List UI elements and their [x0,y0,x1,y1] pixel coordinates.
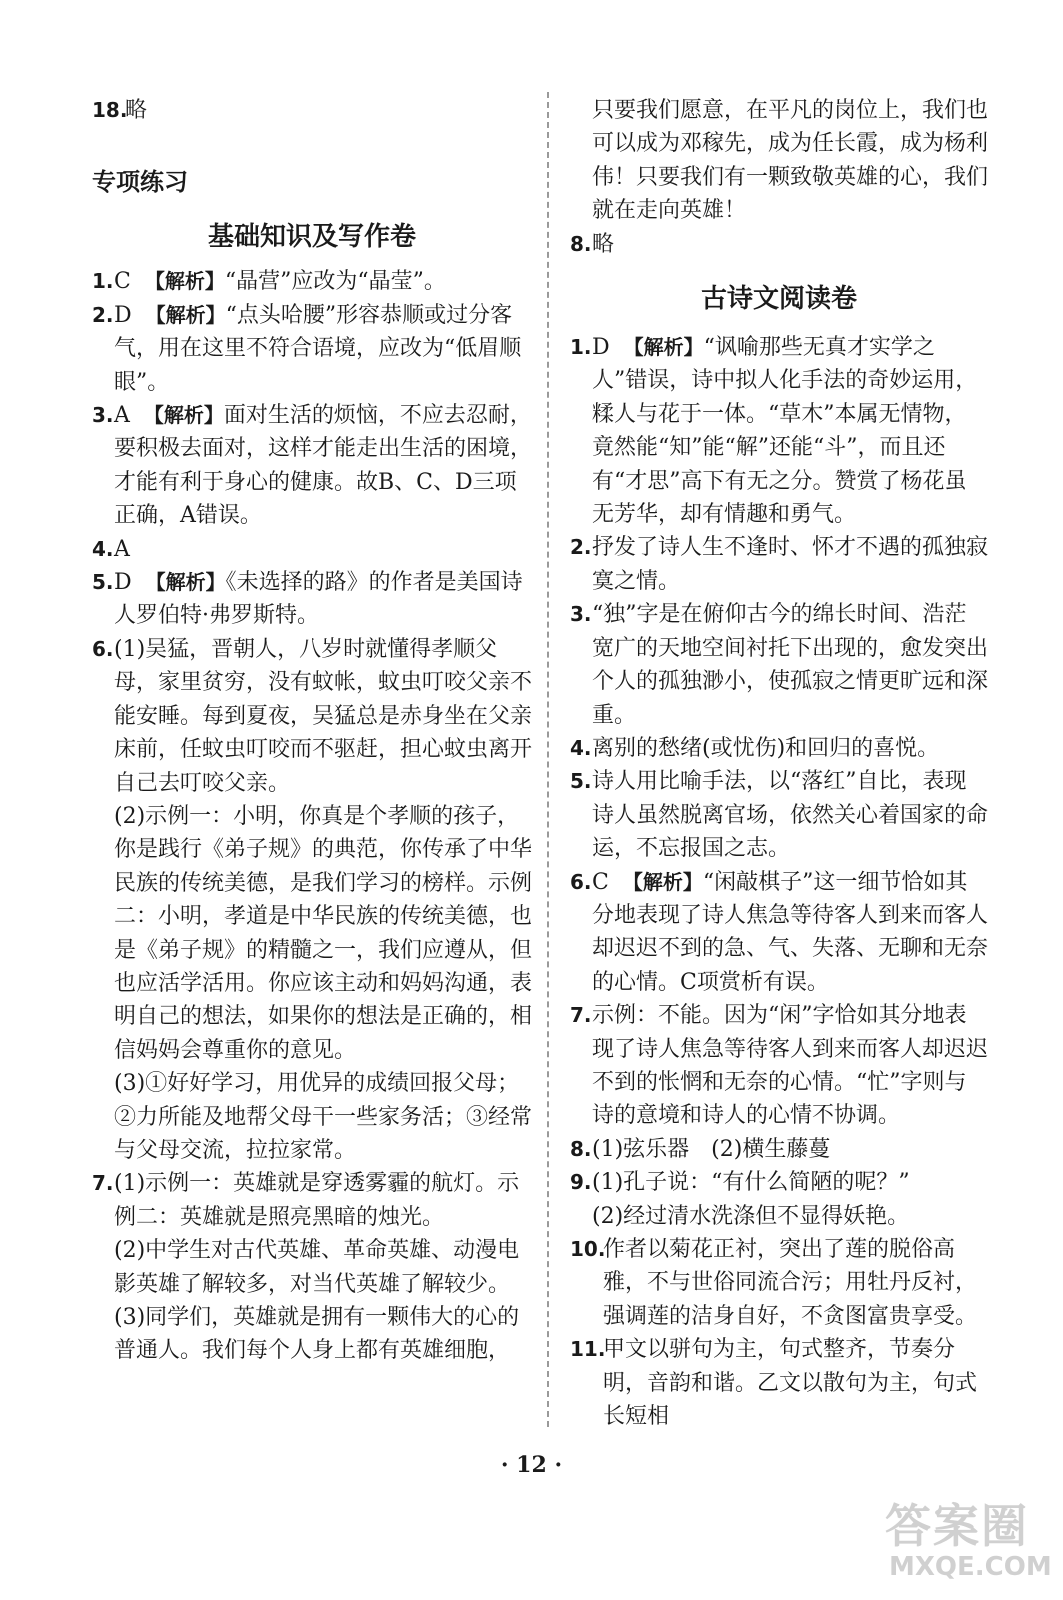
poem-answer-2: 2. 抒发了诗人生不逢时、怀才不遇的孤独寂寞之情。 [570,535,989,594]
section-title: 古诗文阅读卷 [700,284,857,315]
poem-answer-9-part-2: (2)经过清水洗涤但不显得妖艳。 [592,1203,910,1229]
answer-7-part-1: (1)示例一：英雄就是穿透雾霾的航灯。示例二：英雄就是照亮黑暗的烛光。 [114,1171,520,1230]
poem-answer-10: 10. 作者以菊花正衬，突出了莲的脱俗高雅，不与世俗同流合污；用牡丹反衬，强调莲的洁身自好，不贪图富贵享受。 [570,1237,978,1329]
poem-answer-7: 7. 示例：不能。因为“闲”字恰如其分地表现了诗人焦急等待客人到来而客人却迟迟不到的怅惘和无奈的心情。“忙”字则与诗的意境和诗人的心情不协调。 [570,1003,989,1129]
watermark-url: MXQE.COM [889,1552,1052,1582]
analysis-tag: 【解析】 [145,570,226,595]
analysis-tag: 【解析】 [622,869,703,894]
poem-answer-11: 11. 甲文以骈句为主，句式整齐，节奏分明，音韵和谐。乙文以散句为主，句式长短相 [570,1337,978,1430]
analysis-tag: 【解析】 [623,335,704,360]
answer-18: 18. 略 [92,94,532,127]
answer-1: 1. C 【解析】“晶营”应改为“晶莹”。 [92,269,446,295]
poem-answer-5: 5. 诗人用比喻手法，以“落红”自比，表现诗人虽然脱离官场，依然关心着国家的命运，不忘报国之志。 [570,769,989,862]
watermark-text: 答案圈 [885,1499,1029,1553]
answer-5: 5. D 【解析】《未选择的路》的作者是美国诗人罗伯特·弗罗斯特。 [92,570,523,629]
poem-answer-1: 1. D 【解析】“讽喻那些无真才实学之人”错误，诗中拟人化手法的奇妙运用，糅人与花于一体。“草木”本属无情物，竟然能“知”能“解”还能“斗”，而且还有“才思”高下有无之分。赞赏了杨花虽无芳华，却有情趣和勇气。 [570,335,978,528]
poem-answer-9-part-1: (1)孔子说：“有什么简陋的呢？” [592,1170,910,1196]
answer-4: 4. A [92,536,130,562]
poem-answer-6: 6. C 【解析】“闲敲棋子”这一细节恰如其分地表现了诗人焦急等待客人到来而客人却迟迟不到的急、气、失落、无聊和无奈的心情。C项赏析有误。 [570,869,989,995]
answer-7: 7. (1)示例一：英雄就是穿透雾霾的航灯。示例二：英雄就是照亮黑暗的烛光。 (2)中学生对古代英雄、革命英雄、动漫电影英雄了解较多，对当代英雄了解较少。 (3)同学们，英雄就是拥有一颗伟大的心的普通人。我们每个人身上都有英雄细胞， [92,1167,532,1367]
analysis-tag: 【解析】 [144,269,225,294]
poem-answer-8: 8. (1)弦乐器 (2)横生藤蔓 [570,1136,831,1162]
page-number: · 12 · [500,1452,563,1478]
analysis-tag: 【解析】 [145,302,226,327]
answer-6-part-3: (3)①好好学习，用优异的成绩回报父母；②力所能及地帮父母干一些家务活；③经常与父母交流，拉拉家常。 [114,1071,533,1163]
answer-2: 2. D 【解析】“点头哈腰”形容恭顺或过分客气，用在这里不符合语境，应改为“低眉顺眼”。 [92,302,522,395]
watermark-logo [885,1490,1052,1590]
item-number: 18. [92,98,128,122]
analysis-tag: 【解析】 [143,403,224,428]
answer-7-part-3: (3)同学们，英雄就是拥有一颗伟大的心的普通人。我们每个人身上都有英雄细胞， [114,1305,520,1364]
left-column [92,94,532,1368]
section-label: 专项练习 [92,168,188,197]
answer-6: 6. (1)吴猛，晋朝人，八岁时就懂得孝顺父母，家里贫穷，没有蚊帐，蚊虫叮咬父亲不能安睡。每到夏夜，吴猛总是赤身坐在父亲床前，任蚊虫叮咬而不驱赶，担心蚊虫离开自己去叮咬父亲。 (2)示例一：小明，你真是个孝顺的孩子，你是践行《弟子规》的典范，你传承了中华民族的传统美德，是我们学习的榜样。示例二：小明，孝道是中华民族的传统美德，也是《弟子规》的精髓之一，我们应遵从，但也应活学活用。你应该主动和妈妈沟通，表明自己的想法，如果你的想法是正确的，相信妈妈会尊重你的意见。 (3)①好好学习，用优异的成绩回报父母；②力所能及地帮父母干一些家务活；③经常与父母交流，拉拉家常。 [92,633,532,1168]
right-column [570,94,988,1433]
answer-7-continuation: 只要我们愿意，在平凡的岗位上，我们也可以成为邓稼先，成为任长霞，成为杨利伟！只要我们有一颗致敬英雄的心，我们就在走向英雄！ [592,98,989,224]
section-title: 基础知识及写作卷 [207,222,416,253]
answer-7-part-2: (2)中学生对古代英雄、革命英雄、动漫电影英雄了解较多，对当代英雄了解较少。 [114,1238,520,1297]
poem-answer-4: 4. 离别的愁绪(或忧伤)和回归的喜悦。 [570,735,940,761]
poem-answer-9: 9. (1)孔子说：“有什么简陋的呢？” (2)经过清水洗涤但不显得妖艳。 [570,1166,988,1233]
answer-6-part-1: (1)吴猛，晋朝人，八岁时就懂得孝顺父母，家里贫穷，没有蚊帐，蚊虫叮咬父亲不能安睡。每到夏夜，吴猛总是赤身坐在父亲床前，任蚊虫叮咬而不驱赶，担心蚊虫离开自己去叮咬父亲。 [114,636,533,796]
answer-6-part-2: (2)示例一：小明，你真是个孝顺的孩子，你是践行《弟子规》的典范，你传承了中华民族的传统美德，是我们学习的榜样。示例二：小明，孝道是中华民族的传统美德，也是《弟子规》的精髓之一，我们应遵从，但也应活学活用。你应该主动和妈妈沟通，表明自己的想法，如果你的想法是正确的，相信妈妈会尊重你的意见。 [114,803,533,1063]
answer-3: 3. A 【解析】面对生活的烦恼，不应去忍耐，要积极去面对，这样才能走出生活的困境，才能有利于身心的健康。故B、C、D三项正确，A错误。 [92,403,533,529]
poem-answer-3: 3. “独”字是在俯仰古今的绵长时间、浩茫宽广的天地空间衬托下出现的，愈发突出个人的孤独渺小，使孤寂之情更旷远和深重。 [570,602,989,728]
column-divider [547,92,549,1427]
answer-8: 8. 略 [570,231,615,257]
